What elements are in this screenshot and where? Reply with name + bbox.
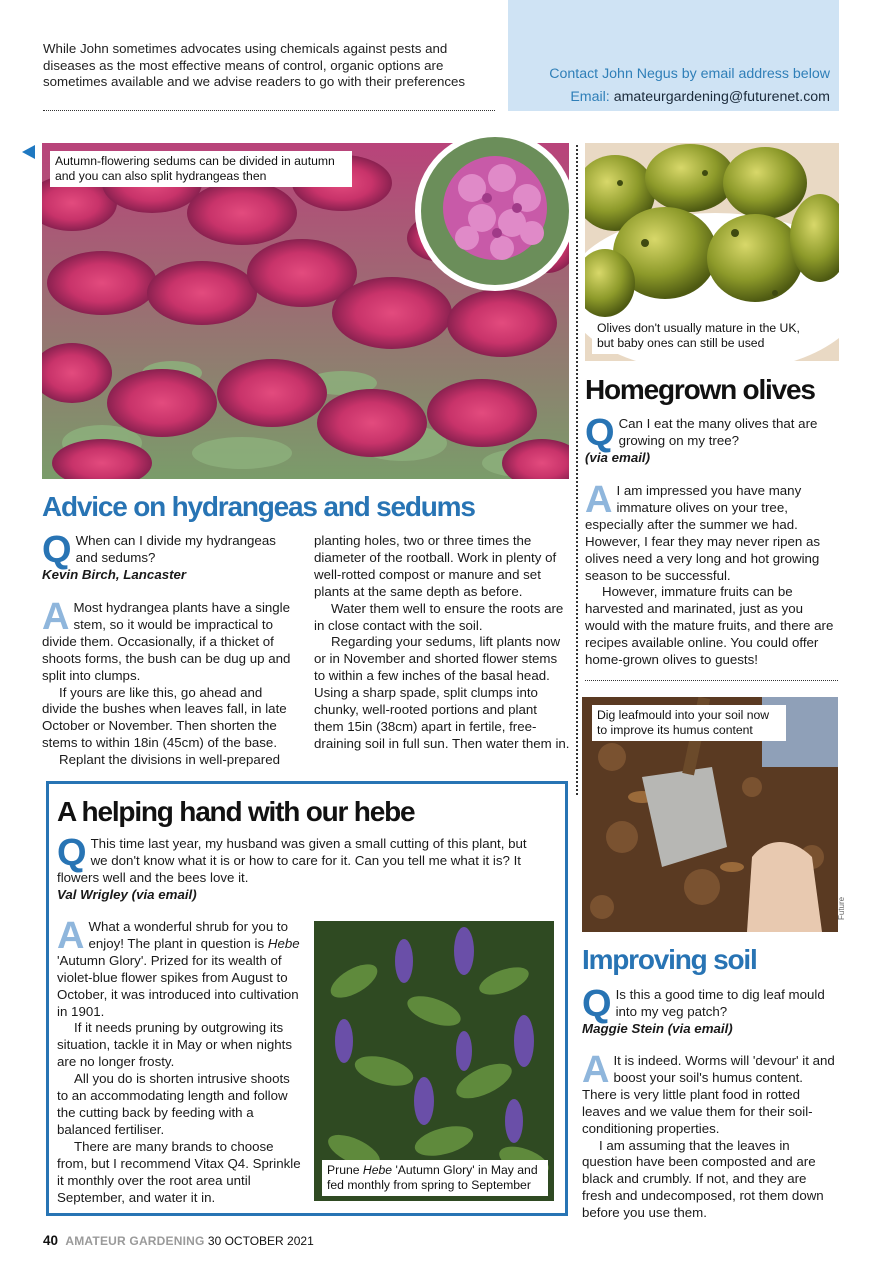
a-letter: A xyxy=(582,1049,610,1091)
a-letter: A xyxy=(57,915,85,957)
photo-credit: Future xyxy=(837,896,846,920)
hydrangea-answer-p1: Most hydrangea plants have a single stem, so it would be impractical to divide them. Occasionally, if a thicket of shoots forms, the bush can be dug up and split into clumps. xyxy=(42,600,291,683)
hydrangea-question-text: When can I divide my hydrangeas and sedums? xyxy=(75,533,276,565)
hebe-answer-p4: There are many brands to choose from, but I recommend Vitax Q4. Sprinkle it monthly over the root area until September, and water it in. xyxy=(57,1138,301,1205)
soil-question-text: Is this a good time to dig leaf mould into my veg patch? xyxy=(615,987,825,1019)
hebe-title: A helping hand with our hebe xyxy=(57,796,415,827)
olives-divider xyxy=(585,680,838,681)
hydrangea-answer-p2: If yours are like this, go ahead and divide the bushes when leaves fall, in late October or November. Then shorten the stems to within 18in (45cm) of the base. xyxy=(42,684,287,751)
hebe-caption: Prune Hebe 'Autumn Glory' in May and fed monthly from spring to September xyxy=(322,1160,548,1196)
hebe-question-text: This time last year, my husband was given a small cutting of this plant, but we don't know what it is or how to care for it. Can you tell me what it is? It flowers well and the bees love it. xyxy=(57,836,527,885)
hydrangea-question xyxy=(42,529,297,584)
soil-credit: Maggie Stein (via email) xyxy=(582,1020,733,1036)
soil-answer-p2: I am assuming that the leaves in question have been composted and are black and crumbly. If not, and they are fresh and undecomposed, rot them down before you use them. xyxy=(582,1137,824,1221)
hebe-question xyxy=(57,832,547,904)
olives-credit: (via email) xyxy=(585,449,651,465)
intro-text: While John sometimes advocates using chemicals against pests and diseases as the most effective means of control, organic options are sometimes available and we advise readers to go with their preferences xyxy=(43,41,466,89)
hydrangea-title: Advice on hydrangeas and sedums xyxy=(42,491,475,522)
hydrangea-answer-col2 xyxy=(314,533,570,753)
issue-date: 30 OCTOBER 2021 xyxy=(207,1234,314,1248)
olives-answer-p1: I am impressed you have many immature olives on your tree, especially after the summer we had. However, I fear they may never ripen as olives need a very long and hot growing season to be successful. xyxy=(585,483,821,583)
section-marker-icon xyxy=(22,145,36,159)
a-letter: A xyxy=(585,479,613,521)
soil-question xyxy=(582,983,837,1038)
hebe-credit: Val Wrigley (via email) xyxy=(57,886,197,902)
a-letter: A xyxy=(42,596,70,638)
olives-answer xyxy=(585,479,837,669)
q-letter: Q xyxy=(582,983,612,1025)
page-footer xyxy=(43,1233,314,1248)
contact-box xyxy=(508,0,839,111)
hydrangea-inset-photo xyxy=(412,128,578,294)
olives-answer-p2: However, immature fruits can be harvested and marinated, just as you would with the mature fruits, and there are recipes available online. You could offer home-grown olives to guests! xyxy=(585,584,834,668)
hebe-answer-p2: If it needs pruning by outgrowing its situation, tackle it in May or when nights are no longer frosty. xyxy=(57,1020,293,1070)
hebe-photo xyxy=(314,921,554,1201)
soil-answer-p1: It is indeed. Worms will 'devour' it and boost your soil's humus content. There is very little plant food in rotted leaves and we value them for their soil-conditioning properties. xyxy=(582,1053,835,1136)
olives-title: Homegrown olives xyxy=(585,374,815,405)
q-letter: Q xyxy=(57,832,87,874)
olives-question-text: Can I eat the many olives that are growing on my tree? xyxy=(618,416,818,448)
q-letter: Q xyxy=(585,412,615,454)
contact-email-line xyxy=(570,89,830,105)
soil-title: Improving soil xyxy=(582,944,757,975)
email-address[interactable]: amateurgardening@futurenet.com xyxy=(613,89,830,105)
hydrangea-answer-col1 xyxy=(42,596,300,769)
hydrangea-answer-p4: planting holes, two or three times the diameter of the rootball. Work in plenty of well-rotted compost or manure and set plants at the same depth as before. xyxy=(314,533,557,599)
hebe-answer-p3: All you do is shorten intrusive shoots to an accommodating length and follow the cutting back by feeding with a balanced fertiliser. xyxy=(57,1071,290,1137)
hydrangea-answer-p5: Water them well to ensure the roots are in close contact with the soil. xyxy=(314,600,564,633)
magazine-name: AMATEUR GARDENING xyxy=(65,1234,205,1248)
contact-line: Contact John Negus by email address below xyxy=(549,66,830,82)
olives-question xyxy=(585,412,835,467)
soil-caption: Dig leafmould into your soil now to improve its humus content xyxy=(592,705,786,741)
olives-caption: Olives don't usually mature in the UK, but baby ones can still be used xyxy=(592,318,812,354)
email-label: Email: xyxy=(570,89,610,105)
hydrangea-credit: Kevin Birch, Lancaster xyxy=(42,566,187,582)
q-letter: Q xyxy=(42,529,72,571)
page-number: 40 xyxy=(43,1233,59,1248)
soil-answer xyxy=(582,1049,838,1222)
sedum-caption: Autumn-flowering sedums can be divided in autumn and you can also split hydrangeas then xyxy=(50,151,352,187)
hebe-answer xyxy=(57,915,302,1206)
hydrangea-answer-p3: Replant the divisions in well-prepared xyxy=(59,752,280,768)
intro-divider xyxy=(43,110,495,111)
hydrangea-answer-p6: Regarding your sedums, lift plants now or in November and shorted flower stems to within a few inches of the basal head. Using a sharp spade, split clumps into chunky, well-rooted portions and plant them 15in (38cm) apart in fertile, free-draining soil in full sun. Then water them in. xyxy=(314,634,570,751)
hebe-answer-p1: What a wonderful shrub for you to enjoy! The plant in question is Hebe 'Autumn Glory'. Prized for its wealth of violet-blue flower spikes from August to October, it was introduced into cultivation in 1901. xyxy=(57,919,300,1019)
